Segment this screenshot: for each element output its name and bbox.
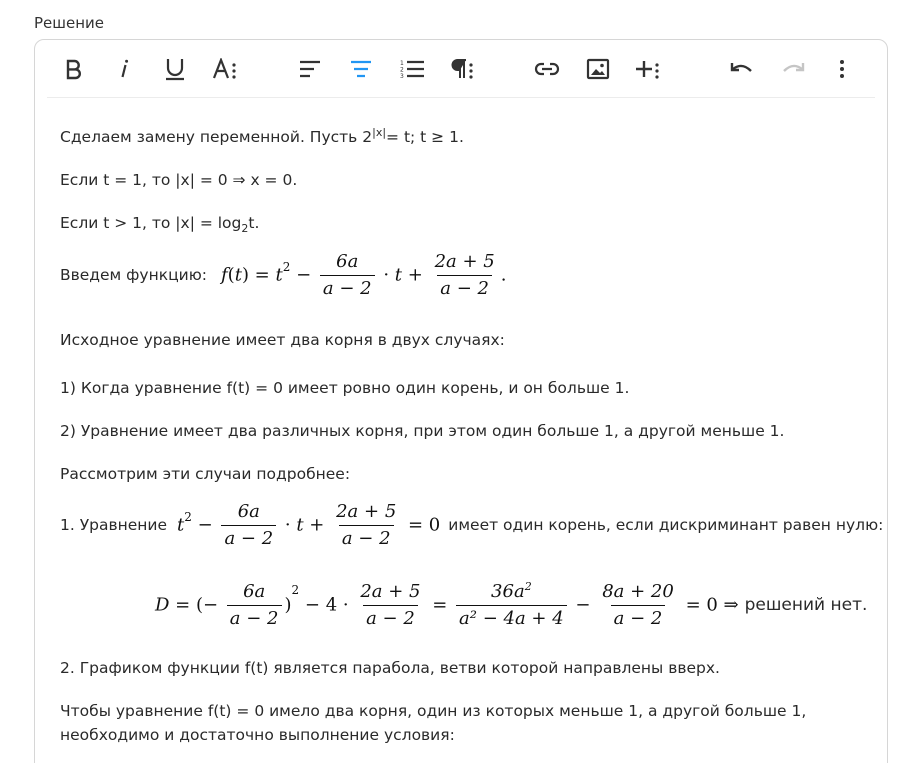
- paragraph-function-definition: Введем функцию: $f(t) = t^2$ − $\frac{6a}{a - 2}$ · t + $\frac{2a + 5}{a - 2}$ .: [60, 250, 507, 299]
- paragraph-parabola: 2. Графиком функции f(t) является парабола, ветви которой направлены вверх.: [60, 659, 720, 677]
- align-center-icon: [349, 60, 373, 78]
- rich-text-editor[interactable]: [34, 39, 888, 763]
- font-size-icon: [212, 58, 238, 80]
- bold-icon: [64, 58, 84, 80]
- redo-button[interactable]: [776, 52, 810, 86]
- insert-image-button[interactable]: [581, 52, 615, 86]
- paragraph-case-2: 2) Уравнение имеет два различных корня, при этом один больше 1, а другой меньше 1.: [60, 422, 785, 440]
- more-options-button[interactable]: [825, 52, 859, 86]
- italic-icon: [117, 58, 131, 80]
- kebab-menu-icon: [839, 59, 845, 79]
- underline-button[interactable]: [158, 52, 192, 86]
- editor-toolbar: [47, 40, 875, 98]
- paragraph-case-1: 1) Когда уравнение f(t) = 0 имеет ровно один корень, и он больше 1.: [60, 379, 630, 397]
- insert-more-button[interactable]: [631, 52, 665, 86]
- underline-icon: [164, 57, 186, 81]
- function-formula: $f(t) = t^2$ − $\frac{6a}{a - 2}$ · t + $\frac{2a + 5}{a - 2}$ .: [221, 250, 507, 299]
- paragraph-case-t-equals-1: Если t = 1, то |x| = 0 ⇒ x = 0.: [60, 171, 298, 189]
- italic-button[interactable]: [107, 52, 141, 86]
- link-button[interactable]: [530, 52, 564, 86]
- paragraph-icon: [449, 58, 475, 80]
- align-center-button[interactable]: [344, 52, 378, 86]
- plus-icon: [635, 58, 661, 80]
- paragraph-equation-one-root: 1. Уравнение $t^2$ − $\frac{6a}{a - 2}$ · t + $\frac{2a + 5}{a - 2}$ = 0 имеет один корень, если дискриминант равен нулю:: [60, 500, 884, 549]
- paragraph-case-t-greater-1: Если t > 1, то $|x| = \log_2t$.: [60, 214, 260, 236]
- undo-button[interactable]: [725, 52, 759, 86]
- bold-button[interactable]: [57, 52, 91, 86]
- align-left-button[interactable]: [293, 52, 327, 86]
- align-left-icon: [298, 60, 322, 78]
- svg-text:1: 1: [400, 60, 404, 67]
- paragraph-two-cases-intro: Исходное уравнение имеет два корня в двух случаях:: [60, 331, 505, 349]
- field-label: Решение: [34, 14, 105, 32]
- svg-text:2: 2: [400, 66, 404, 74]
- link-icon: [534, 61, 560, 77]
- ordered-list-button[interactable]: [395, 52, 429, 86]
- paragraph-substitution: Сделаем замену переменной. Пусть $2^{|x|}= t$; t ≥ 1.: [60, 125, 464, 146]
- ordered-list-icon: [399, 59, 425, 79]
- undo-icon: [730, 61, 754, 77]
- equation-formula: $t^2$ − $\frac{6a}{a - 2}$ · t + $\frac{2a + 5}{a - 2}$ = 0: [177, 500, 441, 549]
- paragraph-button[interactable]: [445, 52, 479, 86]
- paragraph-detailed-intro: Рассмотрим эти случаи подробнее:: [60, 465, 351, 483]
- font-size-button[interactable]: [208, 52, 242, 86]
- paragraph-condition: Чтобы уравнение f(t) = 0 имело два корня, один из которых меньше 1, а другой больше 1, необходимо и достаточно выполнение условия:: [60, 702, 807, 744]
- svg-text:3: 3: [400, 73, 404, 79]
- image-icon: [586, 58, 610, 80]
- redo-icon: [781, 61, 805, 77]
- discriminant-formula: D = (− $\frac{6a}{a - 2}$ )$^2$ − 4 · $\frac{2a + 5}{a - 2}$ = $\frac{36a^2}{\text{a² − 4a + 4}}$ − $\frac{8a + 20}{a - 2}$ = 0 ⇒ решений нет.: [155, 579, 868, 629]
